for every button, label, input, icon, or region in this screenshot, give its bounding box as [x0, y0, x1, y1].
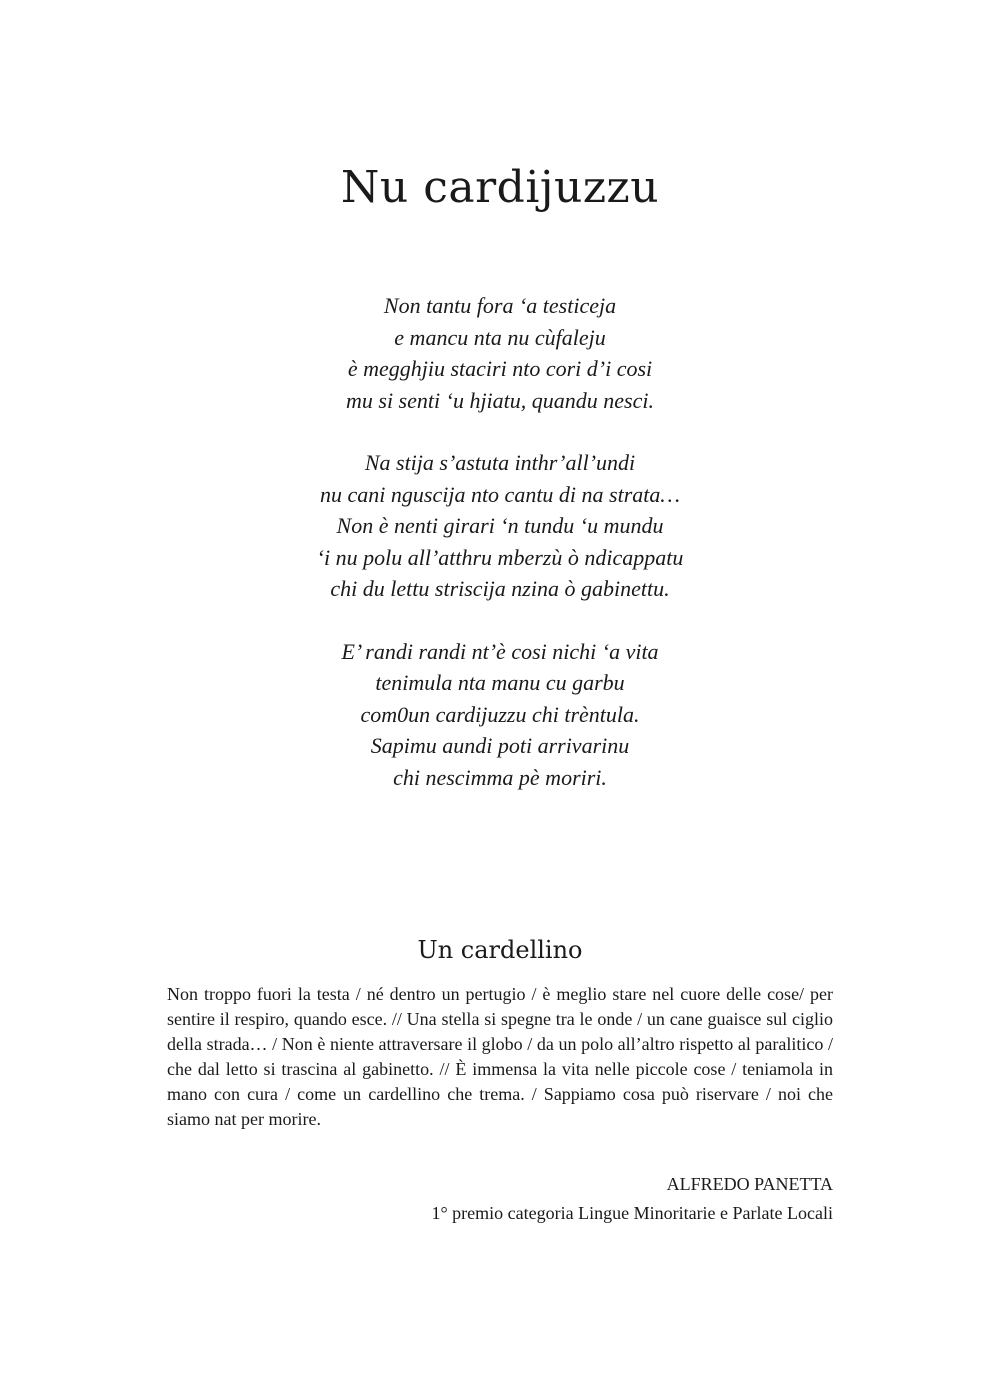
poem-line: Non tantu fora ‘a testiceja	[383, 293, 617, 318]
stanza	[0, 636, 1000, 794]
poem-line: com0un cardijuzzu chi trèntula.	[360, 701, 640, 727]
poem-line: ‘i nu polu all’atthru mberzù ò ndicappatu	[316, 544, 684, 570]
poem-line: chi du lettu striscija nzina ò gabinettu.	[330, 576, 670, 601]
poem-line: tenimula nta manu cu garbu	[375, 670, 625, 695]
translation-title: Un cardellino	[417, 936, 583, 964]
poem-line: chi nescimma pè moriri.	[393, 764, 607, 790]
author-name: ALFREDO PANETTA	[666, 1174, 833, 1194]
poem-line: mu si senti ‘u hjiatu, quandu nesci.	[346, 387, 654, 413]
translation-text: Non troppo fuori la testa / né dentro un pertugio / è meglio stare nel cuore delle cose/ per sentire il respiro, quando esce. // Una stella si spegne tra le onde / un cane guaisce sul ciglio della strada… / Non è niente attraversare il globo / da un polo all’altro rispetto al paralitico / che dal letto si trascina al gabinetto. // È immensa la vita nelle piccole cose / teniamola in mano con cura / come un cardellino che trema. / Sappiamo cosa può riservare / noi che siamo nat per morire.	[167, 984, 833, 1129]
poem-line: E’ randi randi nt’è cosi nichi ‘a vita	[341, 638, 659, 664]
stanza	[0, 290, 1000, 416]
poem-line: nu cani nguscija nto cantu di na strata…	[320, 481, 680, 507]
poem-line: Sapimu aundi poti arrivarinu	[370, 733, 630, 758]
poem-title: Nu cardijuzzu	[340, 162, 660, 213]
poem-line: è megghjiu staciri nto cori d’i cosi	[347, 356, 653, 381]
poem-line: Na stija s’astuta inthr’all’undi	[364, 450, 636, 475]
award-text: 1° premio categoria Lingue Minoritarie e Parlate Locali	[431, 1203, 833, 1223]
poem-line: e mancu nta nu cùfaleju	[394, 324, 606, 350]
stanza	[0, 447, 1000, 605]
credits	[431, 1170, 833, 1228]
poem-line: Non è nenti girari ‘n tundu ‘u mundu	[336, 513, 664, 538]
poem-body	[0, 290, 1000, 824]
